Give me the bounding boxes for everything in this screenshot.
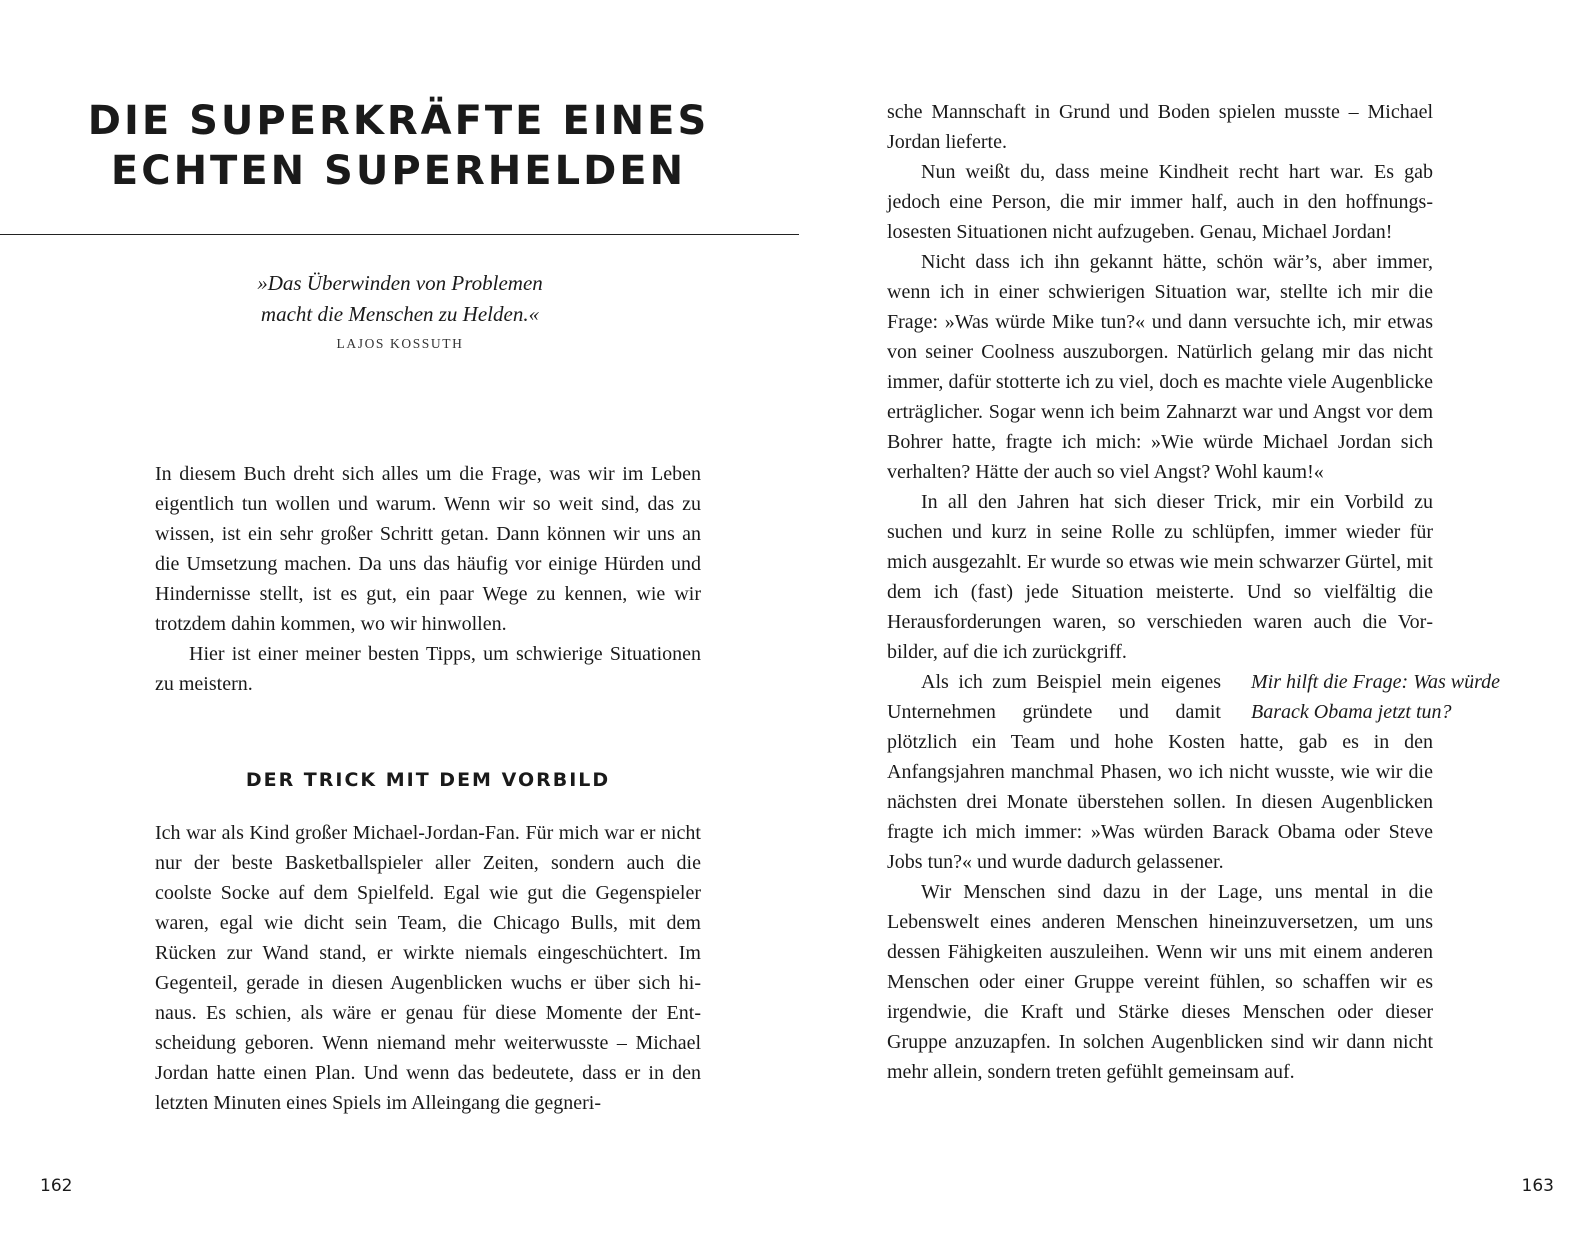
- section-text: [155, 818, 701, 1118]
- right-page: [797, 0, 1594, 1240]
- epigraph: [150, 268, 650, 352]
- epigraph-author: LAJOS KOSSUTH: [336, 336, 464, 351]
- pull-quote: Mir hilft die Frage: Was würde Barack Obama jetzt tun?: [1251, 671, 1501, 723]
- intro-text: [155, 459, 701, 699]
- chapter-title: DIE SUPERKRÄFTE EINES ECHTEN SUPERHELDEN: [87, 98, 710, 194]
- body-paragraph: Als ich zum Beispiel mein eigenes Unternehmen gründete und damit plötzlich ein Team und hohe Kosten hatte, gab es in den Anfangsjahren manchmal Phasen, wo ich nicht wusste, wie wir die nächsten drei Monate überstehen sollen. In diesen Augenblicken fragte ich mich immer: »Was würden Barack Obama oder Steve Jobs tun?« und wurde dadurch gelassener.: [887, 671, 1433, 873]
- body-paragraph: sche Mannschaft in Grund und Boden spielen musste – Michael Jordan lieferte.: [887, 101, 1433, 153]
- body-paragraph: Nicht dass ich ihn gekannt hätte, schön wär’s, aber immer, wenn ich in einer schwierigen Situation war, stellte ich mir die Frage: »Was würde Mike tun?« und dann versuchte ich, mir etwas von seiner Coolness auszuborgen. Natürlich gelang mir das nicht immer, dafür stotterte ich zu viel, doch es machte viele Augenblicke erträglicher. Sogar wenn ich beim Zahnarzt war und Angst vor dem Bohrer hatte, fragte ich mich: »Wie würde Michael Jordan sich verhalten? Hätte der auch so viel Angst? Wohl kaum!«: [887, 251, 1433, 483]
- epigraph-line: macht die Menschen zu Helden.«: [260, 302, 540, 326]
- body-paragraph: Wir Menschen sind dazu in der Lage, uns mental in die Lebenswelt eines anderen Menschen hineinzuversetzen, um uns dessen Fähigkeiten auszuleihen. Wenn wir uns mit einem anderen Menschen oder einer Gruppe vereint fühlen, so schaffen wir es irgendwie, die Kraft und Stärke dieses Menschen oder dieser Gruppe anzuzapfen. In solchen Augenblicken sind wir dann nicht mehr allein, sondern treten gefühlt gemeinsam auf.: [887, 881, 1433, 1083]
- epigraph-line: »Das Überwinden von Problemen: [257, 271, 543, 295]
- right-text: [887, 97, 1501, 1087]
- body-paragraph: Ich war als Kind großer Michael-Jordan-Fan. Für mich war er nicht nur der beste Basketballspieler aller Zeiten, sondern auch die coolste Socke auf dem Spielfeld. Egal wie gut die Gegenspieler waren, egal wie dicht sein Team, die Chicago Bulls, mit dem Rücken zur Wand stand, er wirkte niemals eingeschüchtert. Im Gegenteil, gerade in diesen Augenblicken wuchs er über sich hinaus. Es schien, als wäre er genau für diese Momente der Entscheidung geboren. Wenn niemand mehr weiterwusste – Michael Jordan hatte einen Plan. Und wenn das bedeutete, dass er in den letzten Minuten eines Spiels im Alleingang die gegneri-: [155, 822, 701, 1114]
- section-heading: DER TRICK MIT DEM VORBILD: [245, 769, 611, 791]
- title-divider: [0, 234, 799, 235]
- page-number: 162: [40, 1176, 73, 1196]
- body-paragraph: In all den Jahren hat sich dieser Trick, mir ein Vorbild zu suchen und kurz in seine Rolle zu schlüpfen, immer wieder für mich ausgezahlt. Er wurde so etwas wie mein schwarzer Gürtel, mit dem ich (fast) jede Situation meisterte. Und so vielfältig die Herausforderungen waren, so verschieden waren auch die Vorbilder, auf die ich zurückgriff.: [887, 491, 1433, 663]
- body-paragraph: Nun weißt du, dass meine Kindheit recht hart war. Es gab jedoch eine Person, die mir immer half, auch in den hoffnungslosesten Situationen nicht aufzugeben. Genau, Michael Jordan!: [887, 161, 1433, 243]
- body-paragraph: In diesem Buch dreht sich alles um die Frage, was wir im Leben eigentlich tun wollen und warum. Wenn wir so weit sind, das zu wissen, ist ein sehr großer Schritt getan. Dann können wir uns an die Umsetzung machen. Da uns das häufig vor einige Hürden und Hindernisse stellt, ist es gut, ein paar Wege zu kennen, wie wir trotzdem dahin kommen, wo wir hinwollen.: [155, 463, 701, 635]
- body-paragraph: Hier ist einer meiner besten Tipps, um schwierige Situationen zu meistern.: [155, 643, 701, 695]
- page-number: 163: [1521, 1176, 1554, 1196]
